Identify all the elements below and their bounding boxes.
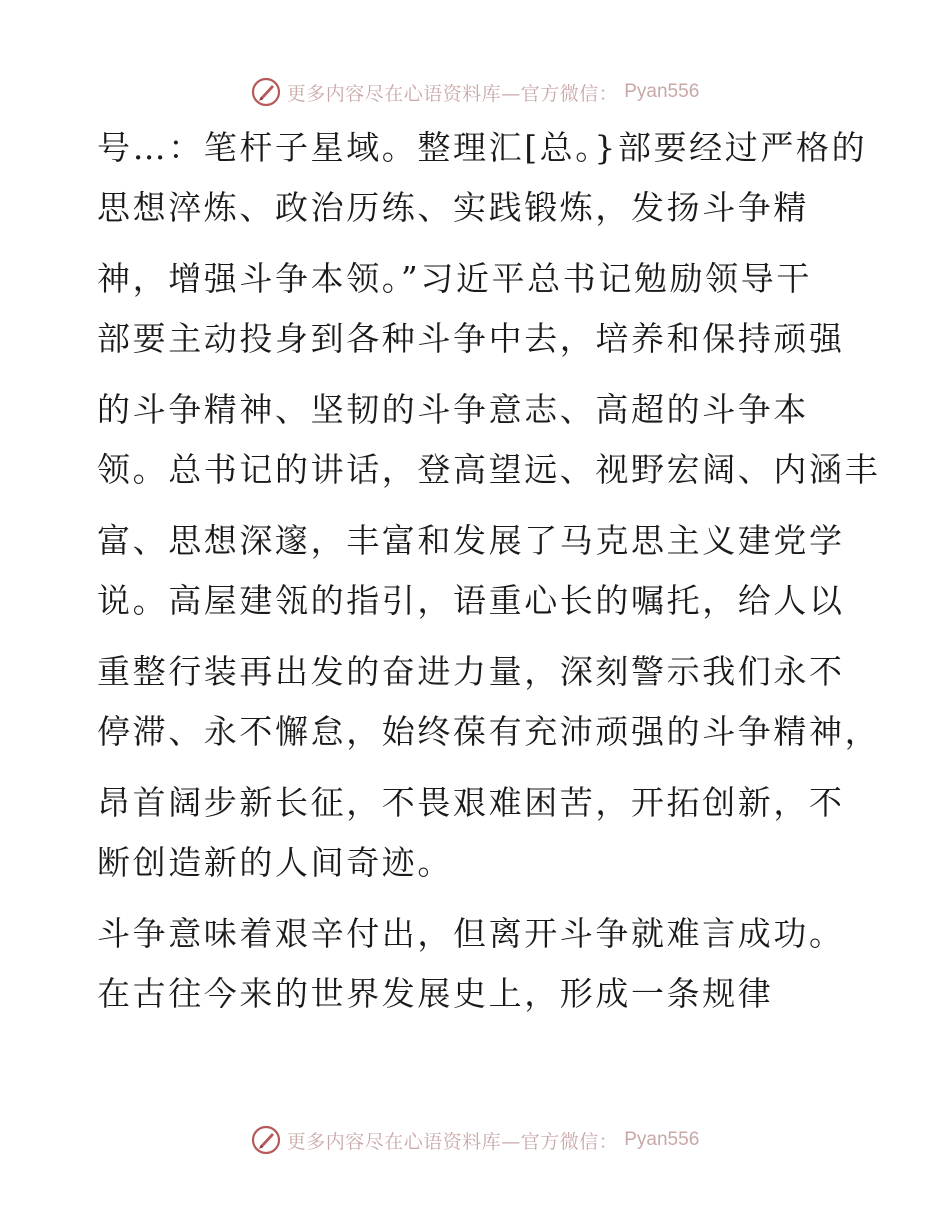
text-line: 说。高屋建瓴的指引，语重心长的嘱托，给人以 (97, 581, 845, 620)
text-line: 号…：笔杆子星域。整理汇[总。}部要经过严格的 (97, 128, 868, 167)
text-line: 重整行装再出发的奋进力量，深刻警示我们永不 (97, 652, 845, 691)
header-watermark (0, 72, 950, 112)
text-line: 在古往今来的世界发展史上，形成一条规律 (97, 974, 774, 1013)
text-line: 断创造新的人间奇迹。 (97, 843, 453, 882)
text-line: 富、思想深邃，丰富和发展了马克思主义建党学 (97, 521, 845, 560)
watermark-text: 更多内容尽在心语资料库—官方微信： (286, 1130, 619, 1153)
text-line: 思想淬炼、政治历练、实践锻炼，发扬斗争精 (97, 188, 809, 227)
watermark-wechat-id: Pyan556 (624, 81, 700, 102)
text-line: 神，增强斗争本领。”习近平总书记勉励领导干 (97, 259, 812, 298)
text-line: 领。总书记的讲话，登高望远、视野宏阔、内涵丰 (97, 450, 881, 489)
text-line: 昂首阔步新长征，不畏艰难困苦，开拓创新，不 (97, 783, 845, 822)
quill-logo-icon (251, 1125, 281, 1155)
watermark-text: 更多内容尽在心语资料库—官方微信： (286, 82, 619, 105)
text-line: 停滞、永不懈怠，始终葆有充沛顽强的斗争精神， (97, 712, 881, 751)
quill-logo-icon (251, 77, 281, 107)
text-line: 斗争意味着艰辛付出，但离开斗争就难言成功。 (97, 914, 845, 953)
watermark-wechat-id: Pyan556 (624, 1129, 700, 1150)
footer-watermark (0, 1120, 950, 1160)
text-line: 的斗争精神、坚韧的斗争意志、高超的斗争本 (97, 390, 809, 429)
text-line: 部要主动投身到各种斗争中去，培养和保持顽强 (97, 319, 845, 358)
